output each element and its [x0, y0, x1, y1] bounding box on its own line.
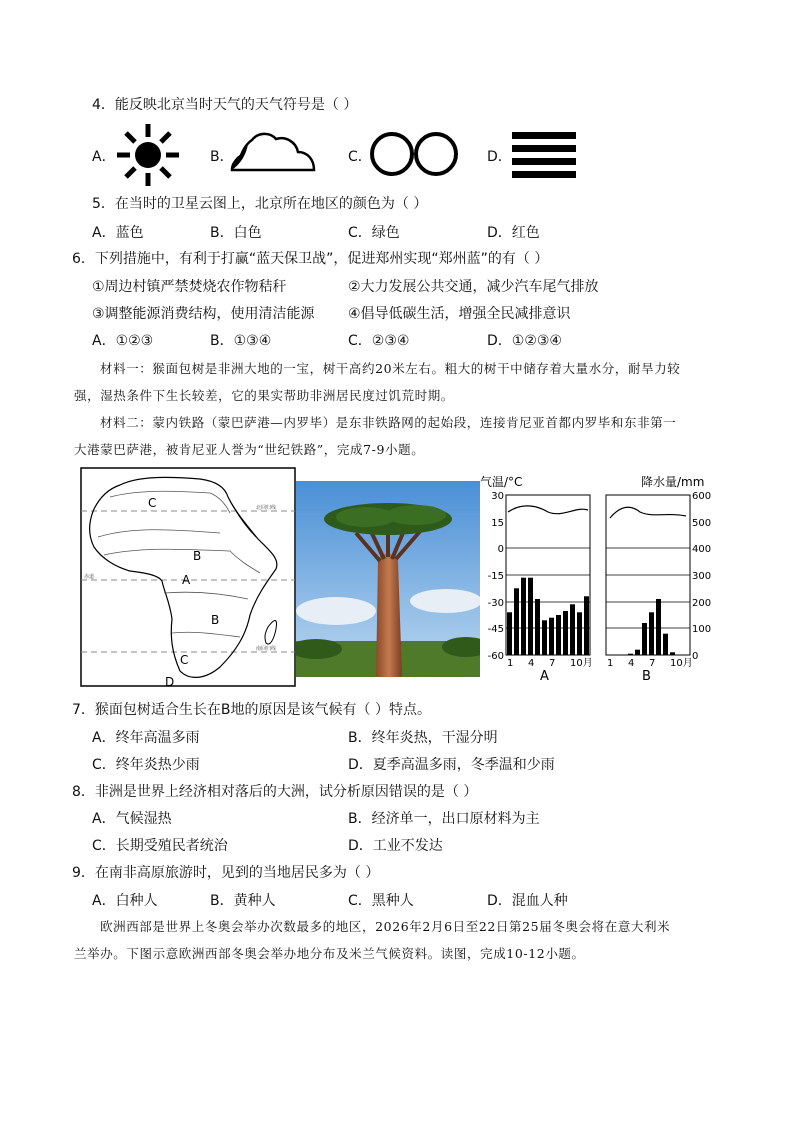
chart-a-precip-bar [584, 596, 589, 655]
chart-a-precip-bar [514, 588, 519, 655]
climate-charts [478, 472, 718, 686]
q4-option-a-label: A． [92, 149, 116, 165]
chart-a-precip-bar [507, 612, 512, 655]
chart-b-month-tick: 1 [607, 658, 614, 669]
precip-tick: 200 [692, 598, 712, 609]
chart-a-precip-bar [577, 612, 582, 655]
fog-icon [368, 130, 464, 178]
q7-stem: 7．猴面包树适合生长在B地的原因是该气候有（ ）特点。 [72, 702, 431, 718]
q8-option-c: C．长期受殖民者统治 [92, 838, 228, 854]
q9-option-c: C．黑种人 [348, 893, 414, 909]
q6-option-b: B．①③④ [210, 333, 272, 349]
chart-b-month-tick: 10月 [670, 658, 693, 669]
precip-tick: 0 [692, 651, 699, 662]
chart-a-precip-bar [570, 604, 575, 655]
map-line-label-capricorn: 南回归线 [256, 646, 277, 652]
chart-b-precip-bar [628, 654, 633, 655]
africa-map [80, 467, 296, 687]
chart-b-month-tick: 4 [628, 658, 635, 669]
q7-option-b: B．终年炎热，干湿分明 [348, 730, 498, 746]
q9-option-b: B．黄种人 [210, 893, 276, 909]
chart-b-frame [606, 495, 690, 655]
map-label-c-south: C [180, 653, 189, 667]
sun-icon [112, 122, 184, 188]
map-label-d: D [165, 675, 175, 687]
chart-a-precip-bar [563, 611, 568, 655]
baobab-photo [296, 481, 480, 677]
temp-tick: 15 [491, 518, 504, 529]
precip-tick: 400 [692, 544, 712, 555]
chart-a-precip-bar [521, 578, 526, 655]
q5-option-b: B．白色 [210, 225, 262, 241]
q7-option-c: C．终年炎热少雨 [92, 757, 200, 773]
chart-a-precip-bar [535, 599, 540, 655]
q8-option-d: D．工业不发达 [348, 838, 443, 854]
material-2-line-2: 大港蒙巴萨港，被肯尼亚人誉为“世纪铁路”，完成7-9小题。 [74, 442, 425, 457]
material-3-line-1: 欧洲西部是世界上冬奥会举办次数最多的地区，2026年2月6日至22日第25届冬奥会将在意大利米 [100, 919, 671, 934]
temp-tick: -60 [487, 651, 504, 662]
map-line-label-cancer: 北回归线 [256, 505, 277, 511]
q5-option-a: A．蓝色 [92, 225, 144, 241]
q6-stem: 6．下列措施中，有利于打赢“蓝天保卫战”，促进郑州实现“郑州蓝”的有（ ） [72, 251, 549, 267]
q9-option-a: A．白种人 [92, 893, 158, 909]
q5-option-d: D．红色 [487, 225, 540, 241]
chart-b-label: B [642, 669, 651, 684]
temp-tick: 30 [491, 491, 504, 502]
chart-a-precip-bar [549, 618, 554, 655]
material-3-line-2: 兰举办。下图示意欧洲西部冬奥会举办地分布及米兰气候资料。读图，完成10-12小题。 [74, 946, 585, 961]
q5-stem: 5．在当时的卫星云图上，北京所在地区的颜色为（ ） [92, 196, 428, 212]
q6-item-2: ②大力发展公共交通，减少汽车尾气排放 [348, 279, 599, 295]
map-label-c-north: C [148, 496, 157, 510]
precip-axis-title: 降水量/mm [641, 475, 705, 489]
temp-axis-title: 气温/°C [480, 475, 523, 489]
temp-tick: 0 [497, 544, 504, 555]
q7-option-a: A．终年高温多雨 [92, 730, 200, 746]
precip-tick: 100 [692, 624, 712, 635]
chart-a-month-tick: 7 [549, 658, 556, 669]
q4-stem: 4．能反映北京当时天气的天气符号是（ ） [92, 97, 358, 113]
q4-option-c-label: C． [348, 149, 372, 165]
q7-option-d: D．夏季高温多雨，冬季温和少雨 [348, 757, 555, 773]
q8-option-a: A．气候湿热 [92, 811, 172, 827]
cloud-icon [228, 130, 318, 174]
material-1-line-1: 材料一：猴面包树是非洲大地的一宝，树干高约20米左右。粗大的树干中储存着大量水分，耐旱力较 [100, 361, 681, 376]
map-label-a: A [182, 573, 191, 587]
chart-a-precip-bar [556, 615, 561, 655]
map-label-b-south: B [211, 613, 220, 627]
q9-stem: 9．在南非高原旅游时，见到的当地居民多为（ ） [72, 865, 380, 881]
chart-b-precip-bar [656, 599, 661, 655]
q6-option-d: D．①②③④ [487, 333, 562, 349]
precip-tick: 300 [692, 571, 712, 582]
chart-b-precip-bar [642, 623, 647, 655]
haze-icon [510, 130, 578, 180]
map-line-label-equator: 赤道 [84, 574, 95, 580]
q6-item-4: ④倡导低碳生活，增强全民减排意识 [348, 306, 571, 322]
q6-option-a: A．①②③ [92, 333, 154, 349]
map-label-b-north: B [193, 549, 202, 563]
q6-item-3: ③调整能源消费结构，使用清洁能源 [92, 306, 315, 322]
chart-b-precip-bar [663, 634, 668, 655]
q4-option-d-label: D． [487, 149, 512, 165]
chart-b-month-tick: 7 [649, 658, 656, 669]
precip-tick: 600 [692, 491, 712, 502]
q5-option-c: C．绿色 [348, 225, 400, 241]
material-1-line-2: 强，湿热条件下生长较差，它的果实帮助非洲居民度过饥荒时期。 [74, 388, 454, 403]
temp-ticks [488, 491, 504, 662]
q8-stem: 8．非洲是世界上经济相对落后的大洲，试分析原因错误的是（ ） [72, 784, 478, 800]
q9-option-d: D．混血人种 [487, 893, 568, 909]
chart-a-month-tick: 10月 [570, 658, 593, 669]
material-2-line-1: 材料二：蒙内铁路（蒙巴萨港—内罗毕）是东非铁路网的起始段，连接肯尼亚首都内罗毕和东非第一 [100, 415, 677, 430]
chart-a-month-tick: 4 [528, 658, 535, 669]
q6-option-c: C．②③④ [348, 333, 410, 349]
precip-tick: 500 [692, 518, 712, 529]
chart-a-precip-bar [528, 578, 533, 655]
chart-b-precip-bar [635, 650, 640, 655]
temp-tick: -30 [487, 598, 504, 609]
q6-item-1: ①周边村镇严禁焚烧农作物秸秆 [92, 279, 287, 295]
chart-b-precip-bar [670, 652, 675, 655]
temp-tick: -45 [487, 624, 504, 635]
chart-a-month-tick: 1 [507, 658, 514, 669]
q4-option-b-label: B． [210, 149, 234, 165]
chart-a-label: A [540, 669, 549, 684]
temp-tick: -15 [487, 571, 504, 582]
chart-a-precip-bar [542, 620, 547, 655]
precip-ticks [692, 491, 711, 662]
chart-b-precip-bar [649, 612, 654, 655]
q8-option-b: B．经济单一，出口原材料为主 [348, 811, 540, 827]
